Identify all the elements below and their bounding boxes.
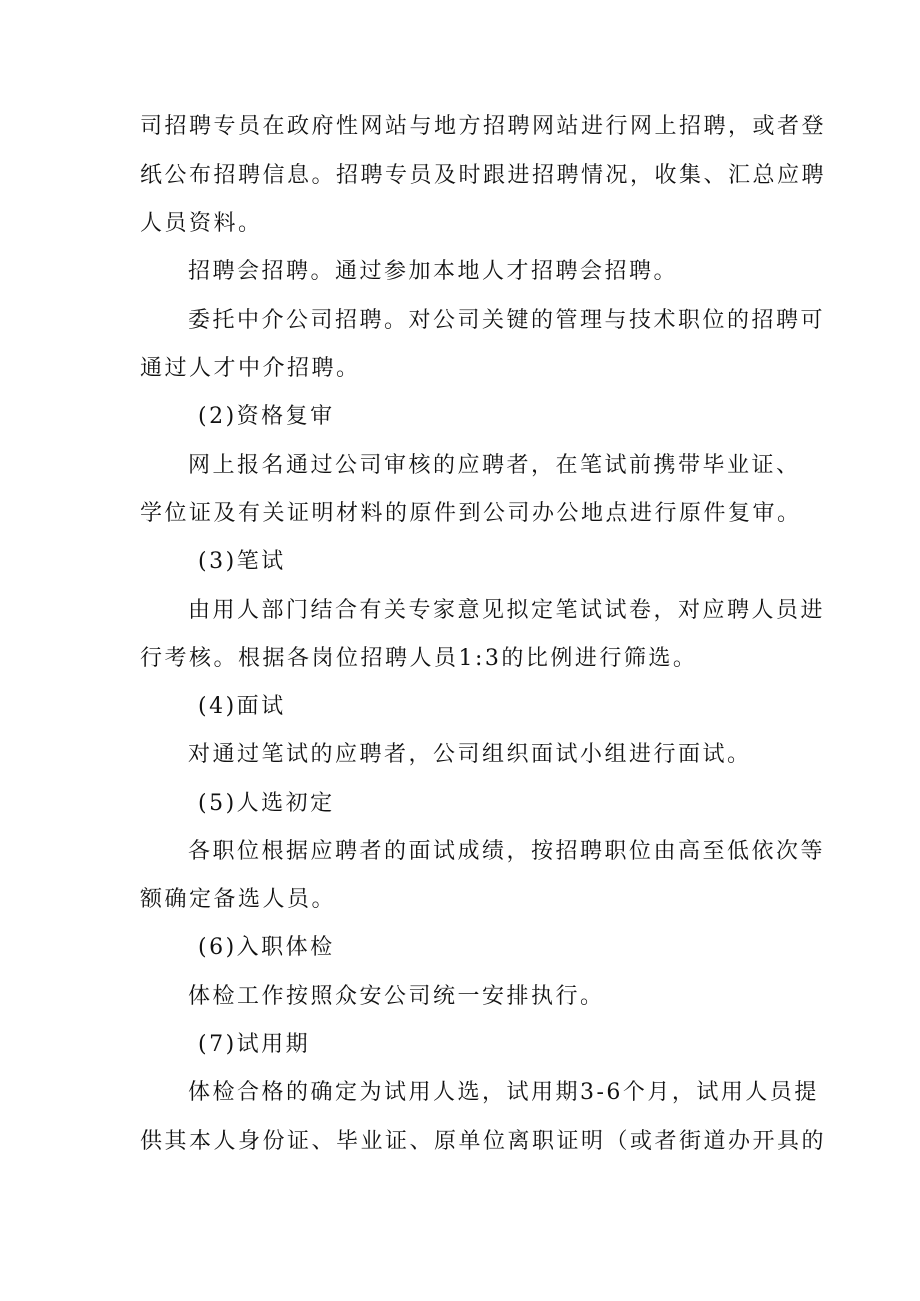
paragraph-line: 司招聘专员在政府性网站与地方招聘网站进行网上招聘，或者登 — [140, 114, 827, 139]
paragraph-line: 学位证及有关证明材料的原件到公司办公地点进行原件复审。 — [140, 501, 802, 526]
paragraph-line: 人员资料。 — [140, 211, 263, 236]
section-heading: (6)入职体检 — [198, 935, 335, 960]
paragraph-line: 各职位根据应聘者的面试成绩，按招聘职位由高至低依次等 — [188, 839, 826, 864]
section-heading: (3)笔试 — [198, 549, 286, 574]
paragraph-line: 额确定备选人员。 — [140, 887, 337, 912]
paragraph-line: 招聘会招聘。通过参加本地人才招聘会招聘。 — [188, 259, 679, 284]
section-heading: (7)试用期 — [198, 1032, 311, 1057]
paragraph-line: 对通过笔试的应聘者，公司组织面试小组进行面试。 — [188, 742, 752, 767]
paragraph-line: 由用人部门结合有关专家意见拟定笔试试卷，对应聘人员进 — [188, 598, 826, 623]
section-heading: (2)资格复审 — [198, 404, 335, 429]
paragraph-line: 体检合格的确定为试用人选，试用期3-6个月，试用人员提 — [188, 1080, 819, 1105]
section-heading: (5)人选初定 — [198, 791, 335, 816]
paragraph-line: 委托中介公司招聘。对公司关键的管理与技术职位的招聘可 — [188, 308, 826, 333]
paragraph-line: 纸公布招聘信息。招聘专员及时跟进招聘情况，收集、汇总应聘 — [140, 163, 827, 188]
paragraph-line: 网上报名通过公司审核的应聘者，在笔试前携带毕业证、 — [188, 453, 801, 478]
paragraph-line: 供其本人身份证、毕业证、原单位离职证明（或者街道办开具的 — [140, 1129, 827, 1154]
paragraph-line: 行考核。根据各岗位招聘人员1:3的比例进行筛选。 — [140, 646, 698, 671]
paragraph-line: 通过人才中介招聘。 — [140, 356, 361, 381]
paragraph-line: 体检工作按照众安公司统一安排执行。 — [188, 984, 605, 1009]
section-heading: (4)面试 — [198, 694, 286, 719]
